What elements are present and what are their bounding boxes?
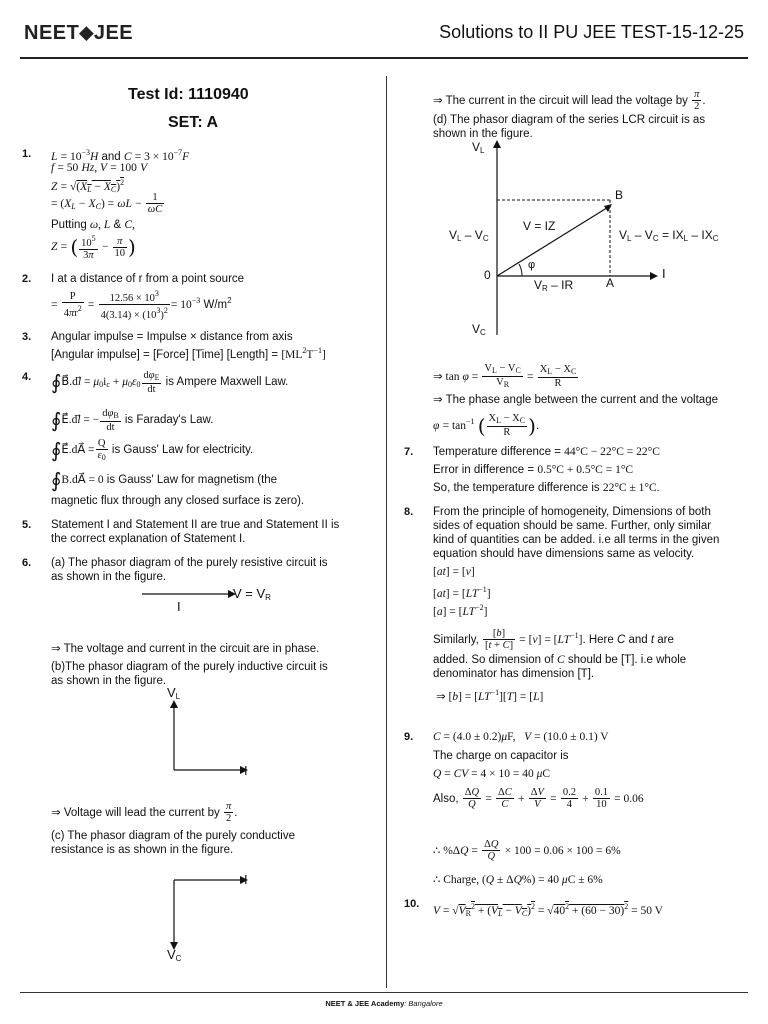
capacitive-v-label: $V_C$ (167, 947, 182, 963)
q8-eq3: $[a] = [LT^{-2}]$ (433, 603, 488, 618)
column-divider (386, 76, 387, 988)
q9-also: Also, $\frac{\Delta Q}{Q}$ = $\frac{\Delta C}{C}$ + $\frac{\Delta V}{V}$ = $\frac{0.2}{4}$ + $\frac{0.1}{10}$ = 0.06 (433, 787, 644, 811)
lcr-vr-label: $V_R$ – IR (534, 278, 574, 293)
question-number: 4. (22, 371, 32, 383)
phase-angle-line: ⇒ The phase angle between the current and the voltage (433, 394, 718, 406)
question-number: 9. (404, 731, 414, 743)
lcr-phi-label: φ (528, 259, 536, 271)
question-number: 2. (22, 273, 32, 285)
q5-line1: Statement I and Statement II are true and Statement II is (51, 519, 340, 531)
q10-formula: $V = √V_R^2 + (V_L - V_C)^2 = √40^2 + (60 - 30)^2 = 50$ V (433, 902, 663, 918)
brand-logo: NEET⬥JEE (24, 22, 134, 44)
q8-eq2: $[at] = [LT^{-1}]$ (433, 585, 491, 600)
resistive-i-label: I (177, 599, 181, 614)
phi-formula: $\varphi = \tan^{-1}$ ( $\frac{X_L - X_C}{R}$ ). (433, 413, 540, 439)
q4-faraday: ∮E⃗.dl⃗ = − $\frac{d\varphi_B}{dt}$ is Faraday's Law. (51, 407, 214, 433)
lcr-vc-label: $V_C$ (472, 322, 486, 337)
lcr-point-a: A (606, 276, 615, 290)
q5-line2: the correct explanation of Statement I. (51, 533, 246, 545)
q1-line1: $L = 10^{-3}H$ and $C = 3 \times 10^{-7}F$ (51, 148, 190, 163)
q8-result: ⇒ $[b] = [LT^{-1}][T] = [L]$ (436, 688, 544, 703)
lcr-origin: 0 (484, 268, 491, 282)
q8-eq1: [at] = [v] (433, 566, 475, 578)
q6-b-line1: (b)The phasor diagram of the purely inductive circuit is (51, 661, 328, 673)
q4-gauss-b: ∮B.dA⃗ = 0 is Gauss' Law for magnetism (the (51, 468, 278, 492)
test-id: Test Id: 1110940 (128, 86, 249, 103)
question-number: 5. (22, 519, 32, 531)
footer-divider (20, 992, 748, 993)
resistive-v-label: $V = V_R$ (233, 586, 271, 602)
q8-line4: equation should have dimensions same as velocity. (433, 548, 695, 560)
page-header (0, 0, 768, 60)
q2-formula: = $\frac{P}{4\pi r^2}$ = $\frac{12.56 \times 10^3}{4(3.14) \times (10^3)^2}$ = $10^{-3}$ $W/m^2$ (51, 289, 232, 322)
q8-line3: kind of quantities can be added. i.e all terms in the given (433, 534, 720, 546)
header-divider (20, 57, 748, 59)
q6-c-line1: (c) The phasor diagram of the purely conductive (51, 830, 295, 842)
capacitive-phasor-diagram (168, 872, 252, 952)
q9-charge-calc: Q = CV = 4 × 10 = 40 μC (433, 768, 551, 780)
q1-line2: f = 50 Hz, V = 100 V (51, 162, 148, 174)
q3-line1: Angular impulse = Impulse × distance from axis (51, 331, 293, 343)
q6-lead: ⇒ Voltage will lead the current by $\frac{\pi}{2}$ . (51, 801, 238, 825)
question-number: 10. (404, 898, 420, 910)
page-footer: NEET & JEE Academy: Bangalore (325, 999, 443, 1008)
q9-given: C = (4.0 ± 0.2)μF, V = (10.0 ± 0.1) V (433, 731, 609, 743)
q4-gauss-e: ∮E⃗.dA⃗ = $\frac{Q}{\varepsilon_0}$ is Gauss' Law for electricity. (51, 437, 254, 462)
tan-phi-formula: ⇒ tan φ = $\frac{V_L - V_C}{V_R}$ = $\frac{X_L - X_C}{R}$ (433, 363, 577, 390)
lcr-right-label: $V_L - V_C = IX_L - IX_C$ (619, 228, 719, 243)
q7-line2: Error in difference = 0.5°C + 0.5°C = 1°C (433, 464, 634, 476)
current-lead: ⇒ The current in the circuit will lead the voltage by $\frac{\pi}{2}$ . (433, 89, 706, 113)
question-number: 8. (404, 506, 414, 518)
q9-charge-text: The charge on capacitor is (433, 750, 569, 762)
q8-denom: denominator has dimension [T]. (433, 668, 595, 680)
q7-line3: So, the temperature difference is 22°C ± 1°C. (433, 482, 660, 494)
q6-c-line2: resistance is as shown in the figure. (51, 844, 234, 856)
lcr-point-b: B (615, 188, 624, 202)
lcr-intro-line1: (d) The phasor diagram of the series LCR circuit is as (433, 114, 706, 126)
q8-line2: sides of equation should be same. Further, only similar (433, 520, 712, 532)
page-title: Solutions to II PU JEE TEST-15-12-25 (439, 22, 744, 42)
lcr-viz-label: V = IZ (523, 219, 556, 233)
q1-line6: Z = ( $\frac{10^5}{3\pi}$ − $\frac{\pi}{10}$ ) (51, 234, 136, 261)
question-number: 1. (22, 148, 32, 160)
lcr-vl-label: $V_L$ (472, 140, 485, 155)
set-label: SET: A (168, 114, 219, 131)
question-number: 3. (22, 331, 32, 343)
q2-intro: I at a distance of r from a point source (51, 273, 245, 285)
q4-ampere: ∮B⃗.dl⃗ = $\mu_0i_c + \mu_0\varepsilon_0$ $\frac{d\varphi_E}{dt}$ is Ampere Maxwell Law. (51, 369, 289, 395)
q3-line2: [Angular impulse] = [Force] [Time] [Length] = $[ML^2T^{-1}]$ (51, 346, 326, 361)
q9-result: ∴ Charge, (Q ± ΔQ%) = 40 μC ± 6% (433, 874, 603, 886)
lcr-intro-line2: shown in the figure. (433, 128, 533, 140)
q8-added: added. So dimension of C should be [T]. i.e whole (433, 654, 687, 666)
q1-line4: = $(X_L - X_C) = \omega L$ − $\frac{1}{\omega C}$ (51, 192, 163, 216)
q8-line1: From the principle of homogeneity, Dimensions of both (433, 506, 711, 518)
q6-a-line2: as shown in the figure. (51, 571, 167, 583)
q9-percent: ∴ %ΔQ = $\frac{\Delta Q}{Q}$ × 100 = 0.06 × 100 = 6% (433, 839, 621, 863)
q7-line1: Temperature difference = 44°C − 22°C = 22°C (433, 446, 660, 458)
inductive-i-label: I (244, 763, 248, 778)
q8-similarly: Similarly, $\frac{[b]}{[t + C]}$ = $[v] = [LT^{-1}]$. Here C and t are (433, 628, 674, 652)
q6-a-line1: (a) The phasor diagram of the purely resistive circuit is (51, 557, 328, 569)
inductive-phasor-diagram (168, 700, 252, 776)
q1-line5: Putting ω, L & C, (51, 219, 135, 231)
q6-b-line2: as shown in the figure. (51, 675, 167, 687)
inductive-v-label: $V_L$ (167, 685, 181, 701)
q1-line3: $Z = √(X_L - X_C)^2$ (51, 178, 125, 194)
capacitive-i-label: I (244, 872, 248, 887)
q4-line5: magnetic flux through any closed surface is zero). (51, 495, 305, 507)
lcr-left-label: $V_L - V_C$ (449, 228, 489, 243)
question-number: 6. (22, 557, 32, 569)
q6-phase: ⇒ The voltage and current in the circuit are in phase. (51, 643, 320, 655)
question-number: 7. (404, 446, 414, 458)
lcr-i-label: I (662, 266, 666, 281)
